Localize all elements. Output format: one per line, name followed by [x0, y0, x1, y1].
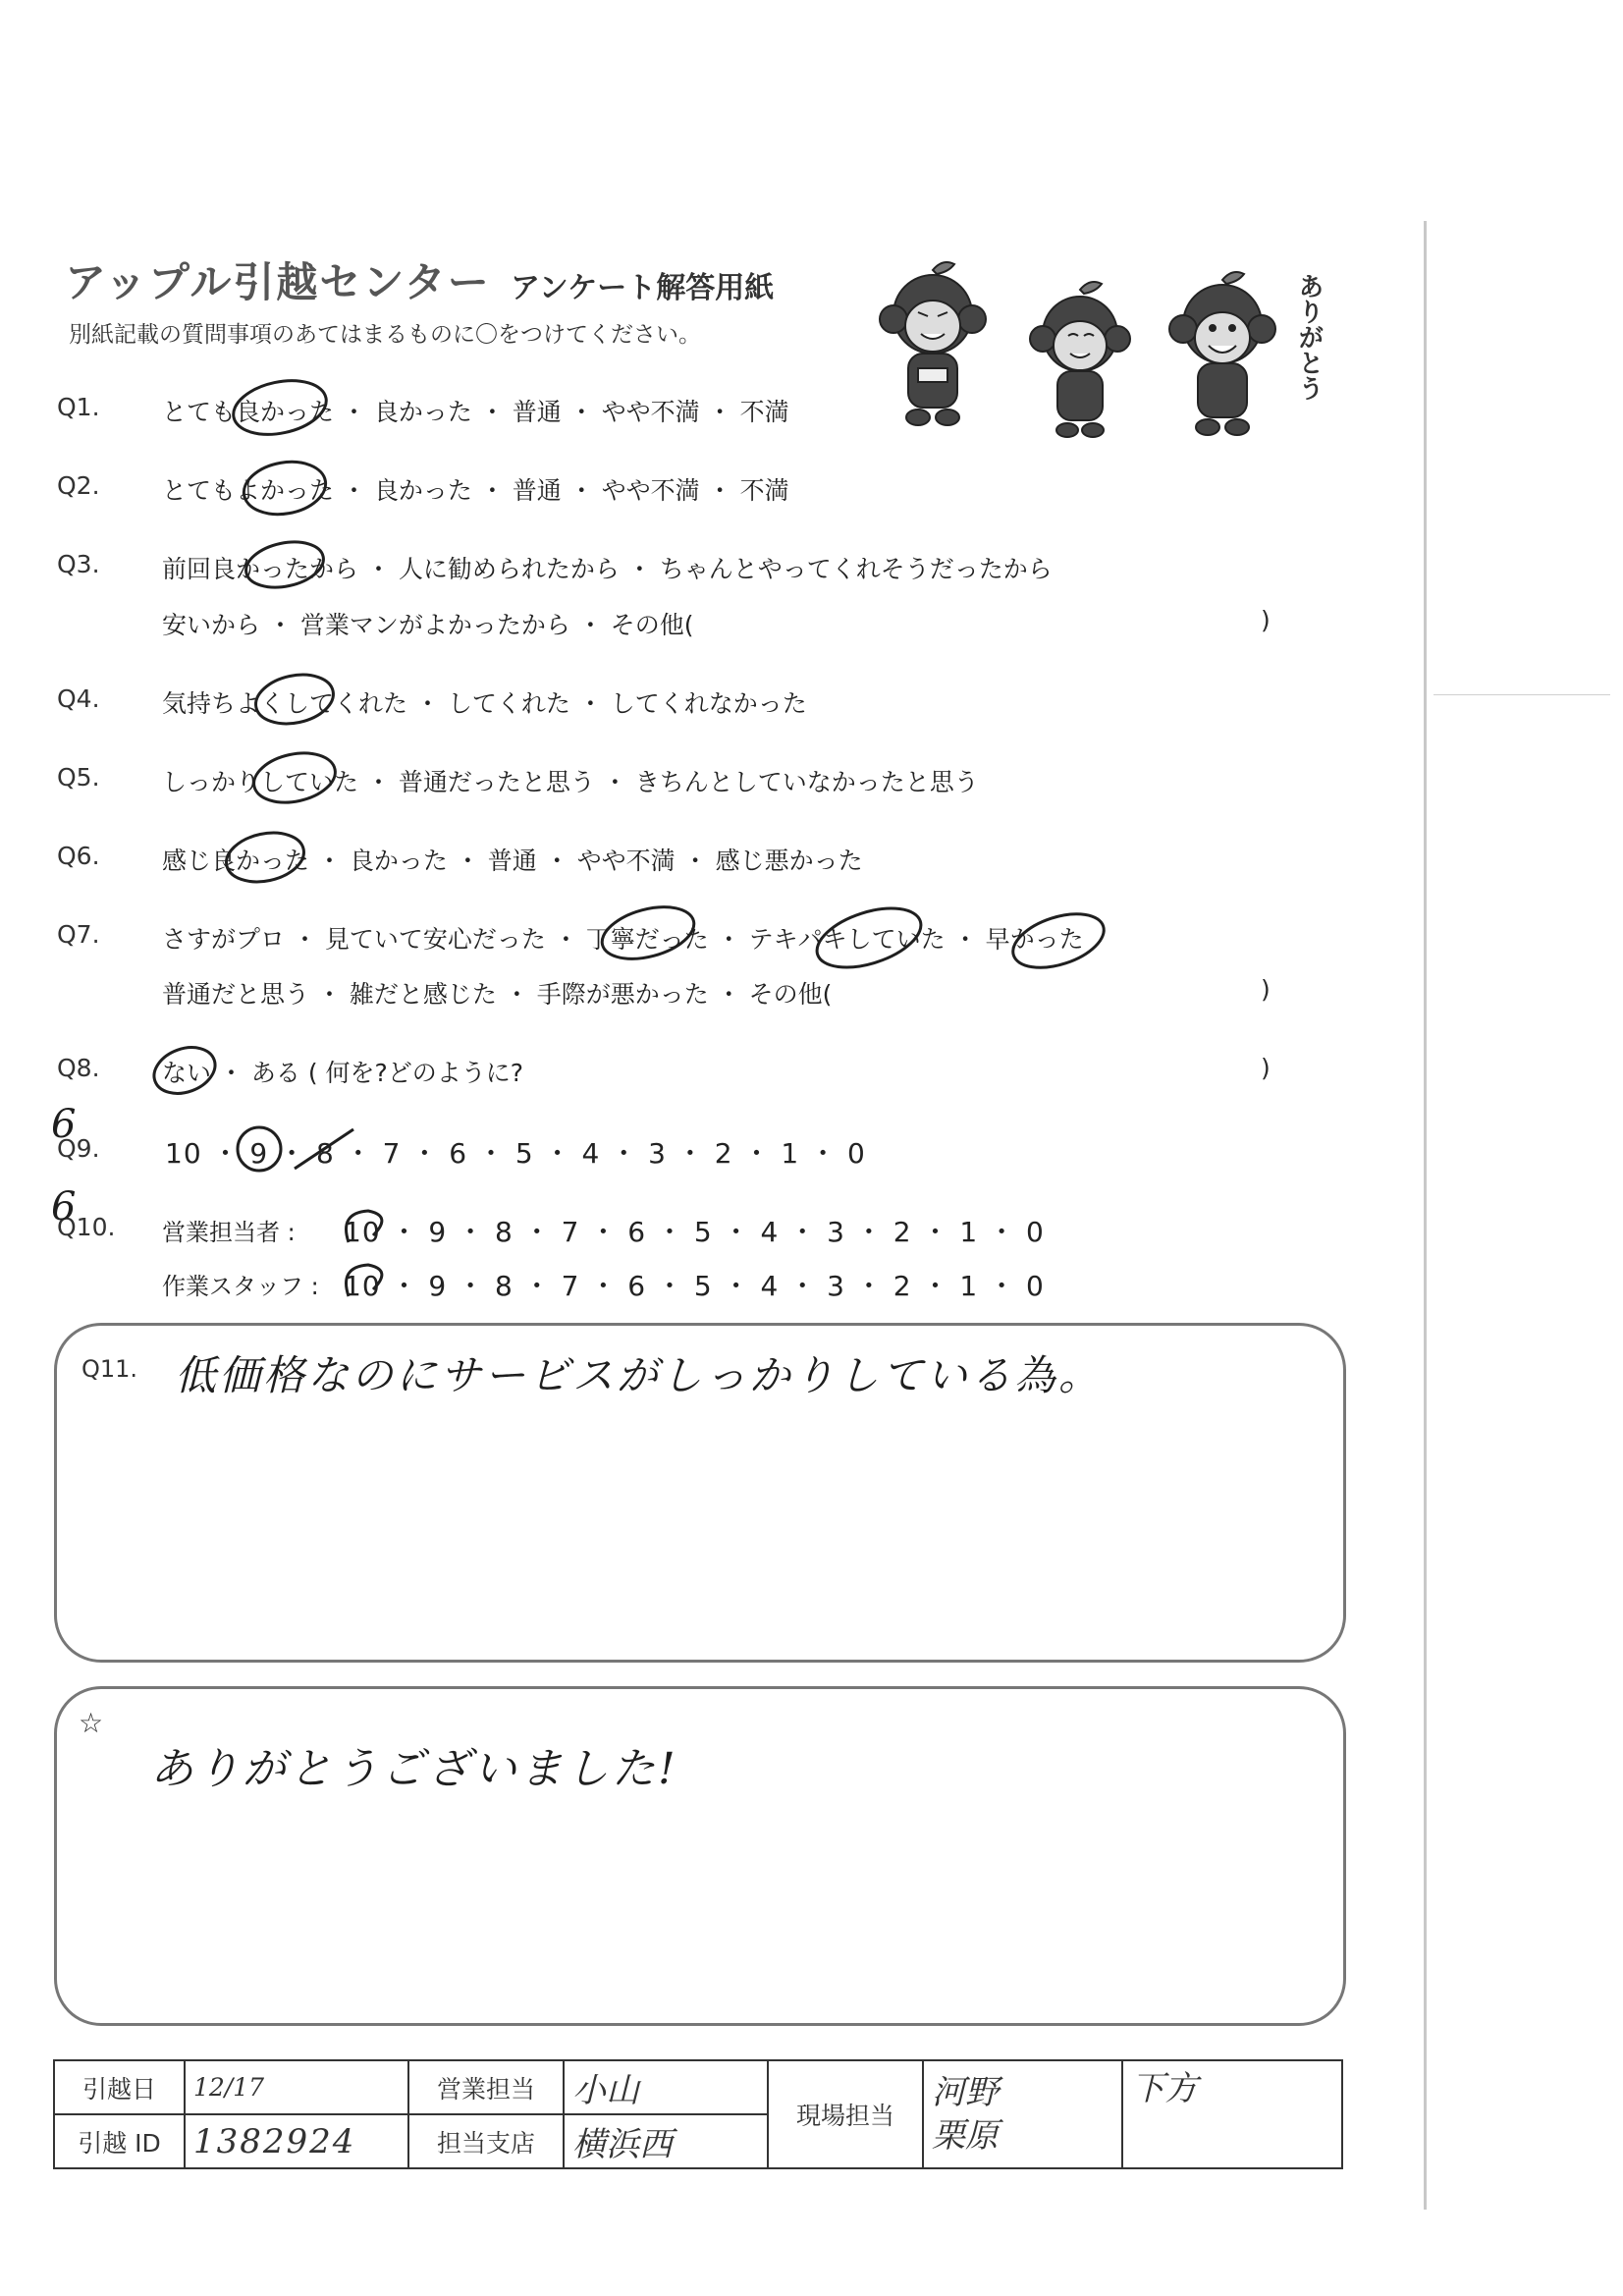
q5-options: しっかりしていた ・ 普通だったと思う ・ きちんとしていなかったと思う	[162, 768, 979, 796]
q8-close-paren: )	[1261, 1054, 1271, 1082]
q8-label: Q8.	[57, 1054, 100, 1082]
q3-label: Q3.	[57, 550, 100, 578]
q7-circle-3	[1006, 903, 1110, 977]
thank-you-message: ありがとうございました!	[150, 1744, 678, 1794]
q7-label: Q7.	[57, 920, 100, 949]
moving-date-label: 引越日	[54, 2060, 185, 2114]
moving-id-value: 1382924	[185, 2114, 408, 2168]
q7-circle-1	[596, 898, 699, 967]
q7-options-line2: 普通だと思う ・ 雑だと感じた ・ 手際が悪かった ・ その他(	[162, 980, 833, 1009]
q7-circle-2	[810, 897, 929, 978]
q10-label: Q10.	[57, 1213, 116, 1241]
page-edge-line	[1424, 221, 1427, 2210]
q9-scale: 10 ・ 9 ・ 8 ・ 7 ・ 6 ・ 5 ・ 4 ・ 3 ・ 2 ・ 1 ・ 0	[165, 1137, 866, 1170]
q6-options: 感じ良かった ・ 良かった ・ 普通 ・ やや不満 ・ 感じ悪かった	[162, 847, 863, 875]
q4-circle	[251, 668, 338, 731]
message-box	[54, 1686, 1346, 2026]
q4-options: 気持ちよくしてくれた ・ してくれた ・ してくれなかった	[162, 689, 807, 718]
q1-options: とても良かった ・ 良かった ・ 普通 ・ やや不満 ・ 不満	[162, 398, 789, 426]
q2-circle	[240, 456, 330, 520]
site-label: 現場担当	[768, 2060, 923, 2168]
star-icon: ☆	[79, 1707, 104, 1739]
q9-label: Q9.	[57, 1134, 100, 1163]
q2-label: Q2.	[57, 471, 100, 500]
q7-options-line1: さすがプロ ・ 見ていて安心だった ・ 丁寧だった ・ テキパキしていた ・ 早かった	[162, 925, 1084, 954]
q10-sales-scale: 10 ・ 9 ・ 8 ・ 7 ・ 6 ・ 5 ・ 4 ・ 3 ・ 2 ・ 1 ・ 0	[344, 1216, 1045, 1248]
q10-staff-scale: 10 ・ 9 ・ 8 ・ 7 ・ 6 ・ 5 ・ 4 ・ 3 ・ 2 ・ 1 ・ 0	[344, 1270, 1045, 1302]
q1-label: Q1.	[57, 393, 100, 421]
sales-label: 営業担当	[408, 2060, 564, 2114]
q6-label: Q6.	[57, 842, 100, 870]
instruction-text: 別紙記載の質問事項のあてはまるものに〇をつけてください。	[69, 322, 701, 348]
site-value-3: 下方	[1122, 2060, 1342, 2168]
q3-options-line1: 前回良かったから ・ 人に勧められたから ・ ちゃんとやってくれそうだったから	[162, 555, 1053, 583]
footer-info-table	[53, 2059, 1343, 2169]
q5-label: Q5.	[57, 763, 100, 792]
q10-hand-mark: 6	[51, 1184, 77, 1230]
form-title: アンケート解答用紙	[511, 271, 775, 305]
q4-label: Q4.	[57, 684, 100, 713]
sales-value: 小山	[564, 2060, 768, 2114]
site-value-2: 栗原	[932, 2116, 999, 2156]
q3-options-line2: 安いから ・ 営業マンがよかったから ・ その他(	[162, 611, 694, 639]
company-title: アップル引越センター	[65, 258, 491, 306]
q9-strike	[295, 1129, 353, 1169]
site-value-1: 河野	[932, 2072, 999, 2112]
branch-label: 担当支店	[408, 2114, 564, 2168]
q9-hand-mark: 6	[51, 1102, 77, 1147]
q10-sales-label: 営業担当者 :	[162, 1219, 296, 1246]
branch-value: 横浜西	[564, 2114, 768, 2168]
site-staff-cell	[923, 2060, 1122, 2168]
q2-options: とてもよかった ・ 良かった ・ 普通 ・ やや不満 ・ 不満	[162, 476, 789, 505]
q8-options: ない ・ ある ( 何を?どのように?	[162, 1059, 524, 1087]
q9-circle	[238, 1127, 281, 1171]
q3-close-paren: )	[1261, 606, 1271, 634]
arigatou-vertical-text: ありがとう	[1294, 273, 1324, 401]
q11-label: Q11.	[81, 1355, 138, 1383]
q10-staff-mark	[347, 1265, 382, 1296]
q6-circle	[222, 826, 308, 889]
q5-circle	[249, 746, 340, 809]
moving-date-value: 12/17	[185, 2060, 408, 2114]
q10-staff-label: 作業スタッフ :	[162, 1273, 319, 1300]
page-edge-tick	[1434, 694, 1610, 695]
q10-sales-mark	[347, 1211, 382, 1242]
moving-id-label: 引越 ID	[54, 2114, 185, 2168]
q8-circle	[147, 1039, 221, 1101]
q3-circle	[242, 535, 327, 594]
q11-answer: 低価格なのにサービスがしっかりしている為。	[175, 1351, 1104, 1399]
q7-close-paren: )	[1261, 975, 1271, 1004]
q11-answer-box	[54, 1323, 1346, 1663]
q1-circle	[229, 373, 332, 443]
